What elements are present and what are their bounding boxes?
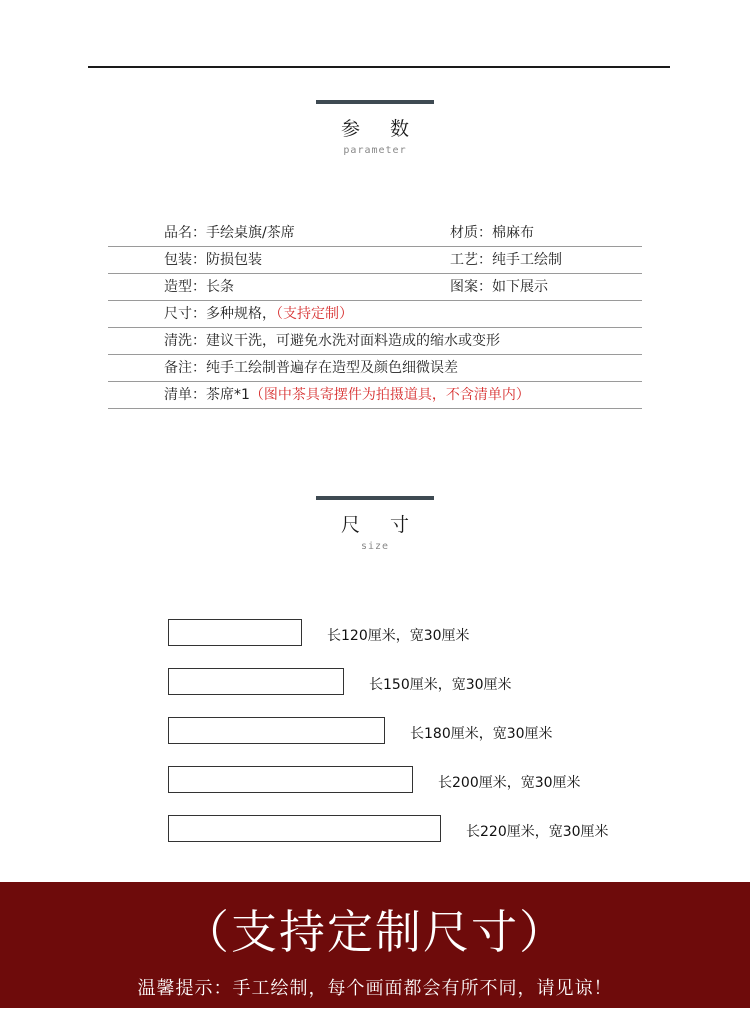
size-label: 长150厘米，宽30厘米 bbox=[369, 677, 512, 693]
param-row bbox=[108, 301, 642, 328]
size-subtitle: size bbox=[360, 541, 390, 552]
param-packaging: 包装：防损包装 bbox=[164, 252, 262, 268]
param-list bbox=[164, 382, 530, 409]
param-row bbox=[108, 220, 642, 247]
param-remark: 备注：纯手工绘制普遍存在造型及颜色细微误差 bbox=[164, 360, 458, 376]
size-section-header bbox=[0, 496, 750, 552]
parameter-subtitle: parameter bbox=[343, 145, 407, 156]
size-label: 长220厘米，宽30厘米 bbox=[466, 824, 609, 840]
section-bar bbox=[316, 100, 434, 104]
param-pattern: 图案：如下展示 bbox=[450, 279, 548, 295]
param-row bbox=[108, 274, 642, 301]
custom-size-banner bbox=[0, 882, 750, 1008]
size-title: 尺 寸 bbox=[340, 514, 422, 536]
param-list-note: （图中茶具寄摆件为拍摄道具，不含清单内） bbox=[249, 387, 530, 403]
size-label: 长120厘米，宽30厘米 bbox=[327, 628, 470, 644]
parameter-table bbox=[108, 220, 642, 409]
section-bar bbox=[316, 496, 434, 500]
size-label: 长180厘米，宽30厘米 bbox=[410, 726, 553, 742]
param-size-text: 尺寸：多种规格， bbox=[164, 306, 276, 322]
size-label: 长200厘米，宽30厘米 bbox=[438, 775, 581, 791]
top-divider bbox=[88, 66, 670, 68]
param-name: 品名：手绘桌旗/茶席 bbox=[164, 225, 295, 241]
size-rectangle bbox=[168, 815, 441, 842]
param-material: 材质：棉麻布 bbox=[450, 225, 534, 241]
banner-headline: （支持定制尺寸） bbox=[183, 905, 567, 959]
param-list-text: 清单：茶席*1 bbox=[164, 387, 250, 403]
param-washing: 清洗：建议干洗，可避免水洗对面料造成的缩水或变形 bbox=[164, 333, 500, 349]
parameter-section-header bbox=[0, 100, 750, 156]
size-rectangle bbox=[168, 619, 302, 646]
parameter-title: 参 数 bbox=[340, 118, 422, 140]
param-size-custom-note: （支持定制） bbox=[276, 306, 353, 322]
param-shape: 造型：长条 bbox=[164, 279, 234, 295]
param-row bbox=[108, 328, 642, 355]
param-row bbox=[108, 247, 642, 274]
size-rectangle bbox=[168, 668, 344, 695]
size-rectangle bbox=[168, 766, 413, 793]
banner-note: 温馨提示：手工绘制，每个画面都会有所不同，请见谅！ bbox=[137, 978, 613, 999]
param-row bbox=[108, 382, 642, 409]
size-rectangle bbox=[168, 717, 385, 744]
param-craft: 工艺：纯手工绘制 bbox=[450, 252, 562, 268]
param-row bbox=[108, 355, 642, 382]
param-size bbox=[164, 301, 353, 328]
